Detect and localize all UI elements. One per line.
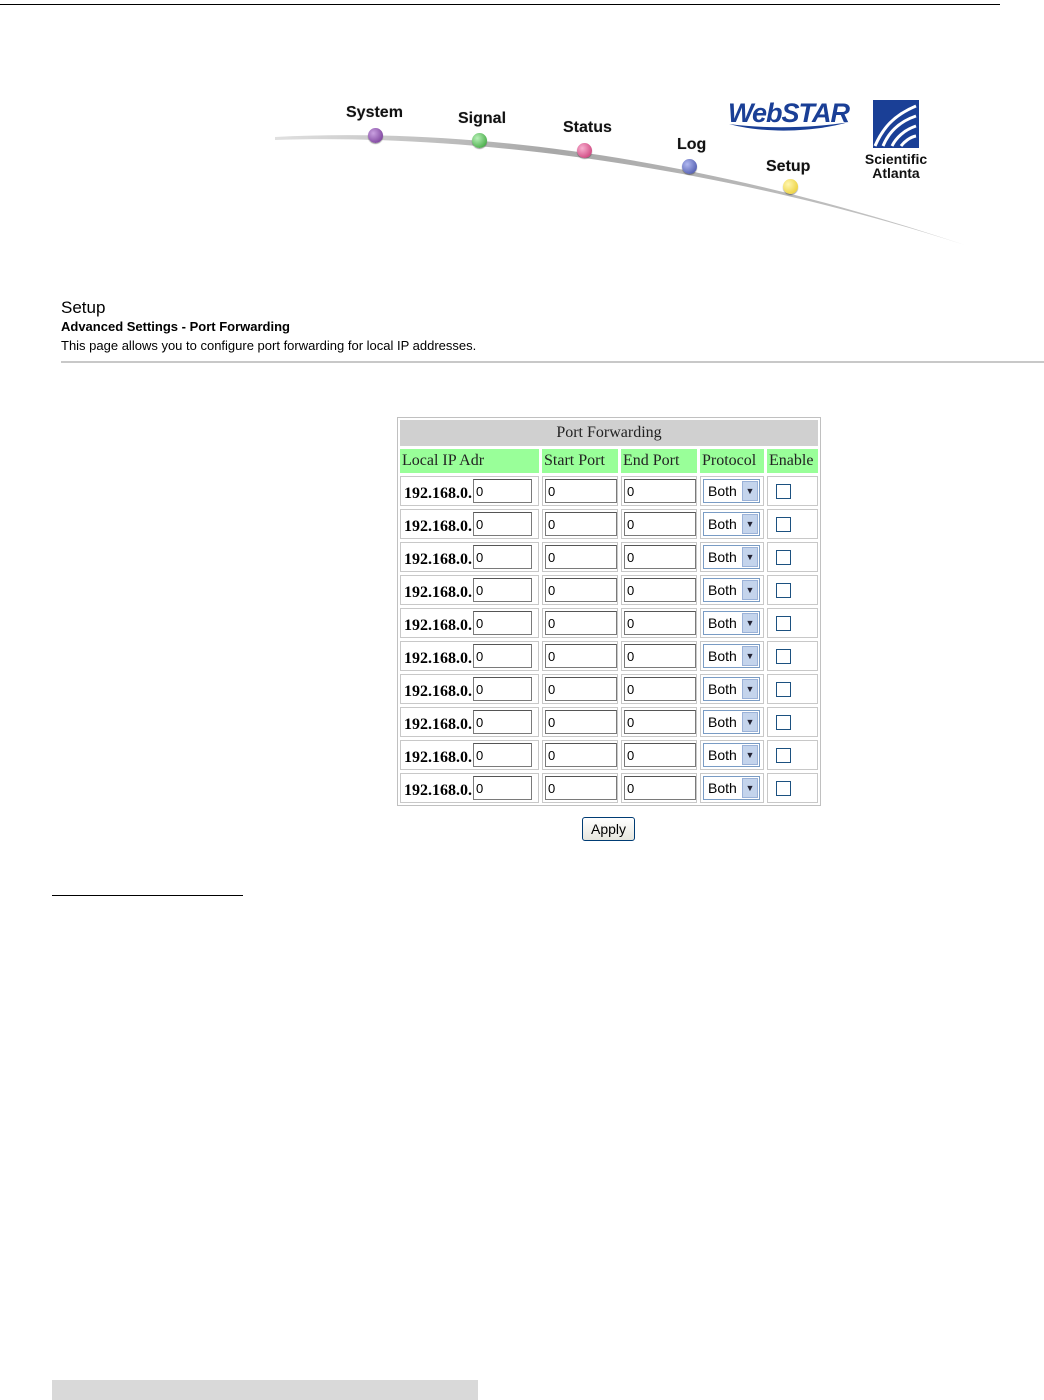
end-port-input[interactable] xyxy=(624,710,696,734)
table-title: Port Forwarding xyxy=(400,420,818,446)
start-port-cell xyxy=(542,674,618,704)
table-row xyxy=(400,740,818,770)
start-port-input[interactable] xyxy=(545,578,617,602)
scientific-atlanta-wordmark xyxy=(858,152,934,180)
table-row xyxy=(400,707,818,737)
page-title: Setup xyxy=(61,298,106,317)
local-ip-cell xyxy=(400,575,539,605)
enable-cell xyxy=(767,773,818,803)
table-body xyxy=(400,476,818,803)
chevron-down-icon[interactable]: ▼ xyxy=(742,613,758,633)
col-local-ip: Local IP Adr xyxy=(400,449,539,473)
protocol-value: Both xyxy=(708,615,737,631)
end-port-cell xyxy=(621,608,697,638)
table-row xyxy=(400,509,818,539)
enable-checkbox[interactable] xyxy=(776,715,791,730)
local-ip-input[interactable] xyxy=(473,644,532,668)
col-enable: Enable xyxy=(767,449,818,473)
end-port-cell xyxy=(621,641,697,671)
local-ip-cell xyxy=(400,608,539,638)
protocol-cell xyxy=(700,773,764,803)
nav-log[interactable]: Log xyxy=(677,136,707,153)
local-ip-cell xyxy=(400,773,539,803)
ip-prefix: 192.168.0. xyxy=(404,484,472,502)
start-port-input[interactable] xyxy=(545,710,617,734)
brand-scientific: Scientific xyxy=(864,151,928,167)
start-port-cell xyxy=(542,707,618,737)
page-subtitle: Advanced Settings - Port Forwarding xyxy=(61,319,290,334)
ip-prefix: 192.168.0. xyxy=(404,616,472,634)
local-ip-input[interactable] xyxy=(473,611,532,635)
local-ip-input[interactable] xyxy=(473,677,532,701)
ip-prefix: 192.168.0. xyxy=(404,550,472,568)
apply-button[interactable]: Apply xyxy=(582,817,635,841)
end-port-cell xyxy=(621,476,697,506)
chevron-down-icon[interactable]: ▼ xyxy=(742,547,758,567)
end-port-input[interactable] xyxy=(624,776,696,800)
protocol-cell xyxy=(700,575,764,605)
enable-cell xyxy=(767,608,818,638)
protocol-select[interactable] xyxy=(703,611,760,635)
table-row xyxy=(400,608,818,638)
table-row xyxy=(400,575,818,605)
start-port-input[interactable] xyxy=(545,545,617,569)
enable-cell xyxy=(767,542,818,572)
enable-checkbox[interactable] xyxy=(776,484,791,499)
section-divider xyxy=(61,361,1044,363)
chevron-down-icon[interactable]: ▼ xyxy=(742,679,758,699)
protocol-cell xyxy=(700,608,764,638)
enable-checkbox[interactable] xyxy=(776,682,791,697)
footnote-rule xyxy=(52,895,243,896)
protocol-select[interactable] xyxy=(703,776,760,800)
end-port-input[interactable] xyxy=(624,644,696,668)
start-port-cell xyxy=(542,575,618,605)
end-port-input[interactable] xyxy=(624,743,696,767)
table-row xyxy=(400,476,818,506)
local-ip-cell xyxy=(400,641,539,671)
end-port-cell xyxy=(621,773,697,803)
table-header-row xyxy=(400,449,818,473)
protocol-select[interactable] xyxy=(703,479,760,503)
local-ip-input[interactable] xyxy=(473,776,532,800)
start-port-input[interactable] xyxy=(545,677,617,701)
local-ip-cell xyxy=(400,674,539,704)
protocol-select[interactable] xyxy=(703,677,760,701)
enable-cell xyxy=(767,575,818,605)
chevron-down-icon[interactable]: ▼ xyxy=(742,514,758,534)
nav-status-dot[interactable] xyxy=(577,143,592,158)
footer-bar xyxy=(52,1380,478,1400)
end-port-input[interactable] xyxy=(624,545,696,569)
protocol-value: Both xyxy=(708,681,737,697)
chevron-down-icon[interactable]: ▼ xyxy=(742,646,758,666)
enable-cell xyxy=(767,707,818,737)
start-port-cell xyxy=(542,608,618,638)
nav-header xyxy=(0,0,1044,290)
enable-checkbox[interactable] xyxy=(776,583,791,598)
nav-signal[interactable]: Signal xyxy=(458,110,507,127)
start-port-input[interactable] xyxy=(545,479,617,503)
table-row xyxy=(400,542,818,572)
local-ip-input[interactable] xyxy=(473,545,532,569)
protocol-value: Both xyxy=(708,549,737,565)
protocol-value: Both xyxy=(708,780,737,796)
protocol-cell xyxy=(700,740,764,770)
local-ip-cell xyxy=(400,740,539,770)
enable-checkbox[interactable] xyxy=(776,517,791,532)
nav-status[interactable]: Status xyxy=(563,119,612,136)
start-port-cell xyxy=(542,740,618,770)
enable-cell xyxy=(767,740,818,770)
port-forwarding-table xyxy=(397,417,821,806)
chevron-down-icon[interactable]: ▼ xyxy=(742,580,758,600)
protocol-cell xyxy=(700,674,764,704)
protocol-select[interactable] xyxy=(703,512,760,536)
chevron-down-icon[interactable]: ▼ xyxy=(742,712,758,732)
enable-cell xyxy=(767,674,818,704)
ip-prefix: 192.168.0. xyxy=(404,781,472,799)
ip-prefix: 192.168.0. xyxy=(404,748,472,766)
protocol-value: Both xyxy=(708,714,737,730)
ip-prefix: 192.168.0. xyxy=(404,583,472,601)
col-end-port: End Port xyxy=(621,449,697,473)
col-start-port: Start Port xyxy=(542,449,618,473)
nav-setup-dot[interactable] xyxy=(783,179,798,194)
enable-cell xyxy=(767,641,818,671)
chevron-down-icon[interactable]: ▼ xyxy=(742,745,758,765)
nav-signal-dot[interactable] xyxy=(472,133,487,148)
protocol-value: Both xyxy=(708,747,737,763)
page-description: This page allows you to configure port forwarding for local IP addresses. xyxy=(61,338,477,353)
local-ip-cell xyxy=(400,476,539,506)
protocol-cell xyxy=(700,509,764,539)
local-ip-cell xyxy=(400,542,539,572)
protocol-value: Both xyxy=(708,582,737,598)
protocol-value: Both xyxy=(708,648,737,664)
enable-cell xyxy=(767,476,818,506)
webstar-logo: WebSTAR xyxy=(728,98,849,128)
local-ip-input[interactable] xyxy=(473,512,532,536)
enable-checkbox[interactable] xyxy=(776,748,791,763)
ip-prefix: 192.168.0. xyxy=(404,649,472,667)
local-ip-input[interactable] xyxy=(473,479,532,503)
local-ip-cell xyxy=(400,707,539,737)
start-port-cell xyxy=(542,509,618,539)
end-port-input[interactable] xyxy=(624,677,696,701)
protocol-value: Both xyxy=(708,483,737,499)
end-port-cell xyxy=(621,542,697,572)
table-row xyxy=(400,773,818,803)
start-port-input[interactable] xyxy=(545,743,617,767)
end-port-cell xyxy=(621,509,697,539)
start-port-input[interactable] xyxy=(545,644,617,668)
ip-prefix: 192.168.0. xyxy=(404,682,472,700)
protocol-cell xyxy=(700,641,764,671)
end-port-cell xyxy=(621,674,697,704)
enable-checkbox[interactable] xyxy=(776,649,791,664)
end-port-input[interactable] xyxy=(624,578,696,602)
protocol-select[interactable] xyxy=(703,710,760,734)
start-port-input[interactable] xyxy=(545,611,617,635)
local-ip-input[interactable] xyxy=(473,710,532,734)
protocol-value: Both xyxy=(708,516,737,532)
end-port-input[interactable] xyxy=(624,512,696,536)
webstar-swoosh-icon xyxy=(725,118,855,134)
ip-prefix: 192.168.0. xyxy=(404,517,472,535)
end-port-cell xyxy=(621,575,697,605)
start-port-input[interactable] xyxy=(545,512,617,536)
local-ip-input[interactable] xyxy=(473,743,532,767)
table-row xyxy=(400,674,818,704)
nav-system[interactable]: System xyxy=(346,104,403,121)
start-port-cell xyxy=(542,542,618,572)
start-port-input[interactable] xyxy=(545,776,617,800)
protocol-select[interactable] xyxy=(703,578,760,602)
nav-log-dot[interactable] xyxy=(682,159,697,174)
enable-cell xyxy=(767,509,818,539)
end-port-cell xyxy=(621,707,697,737)
end-port-cell xyxy=(621,740,697,770)
local-ip-input[interactable] xyxy=(473,578,532,602)
protocol-cell xyxy=(700,476,764,506)
start-port-cell xyxy=(542,773,618,803)
end-port-input[interactable] xyxy=(624,611,696,635)
scientific-atlanta-logo-icon xyxy=(870,100,922,150)
end-port-input[interactable] xyxy=(624,479,696,503)
protocol-select[interactable] xyxy=(703,644,760,668)
protocol-cell xyxy=(700,707,764,737)
col-protocol: Protocol xyxy=(700,449,764,473)
enable-checkbox[interactable] xyxy=(776,616,791,631)
chevron-down-icon[interactable]: ▼ xyxy=(742,778,758,798)
table-row xyxy=(400,641,818,671)
protocol-cell xyxy=(700,542,764,572)
chevron-down-icon[interactable]: ▼ xyxy=(742,481,758,501)
brand-atlanta: Atlanta xyxy=(872,165,920,181)
nav-setup[interactable]: Setup xyxy=(766,158,811,175)
start-port-cell xyxy=(542,476,618,506)
protocol-select[interactable] xyxy=(703,545,760,569)
enable-checkbox[interactable] xyxy=(776,781,791,796)
start-port-cell xyxy=(542,641,618,671)
nav-system-dot[interactable] xyxy=(368,128,383,143)
protocol-select[interactable] xyxy=(703,743,760,767)
local-ip-cell xyxy=(400,509,539,539)
enable-checkbox[interactable] xyxy=(776,550,791,565)
ip-prefix: 192.168.0. xyxy=(404,715,472,733)
